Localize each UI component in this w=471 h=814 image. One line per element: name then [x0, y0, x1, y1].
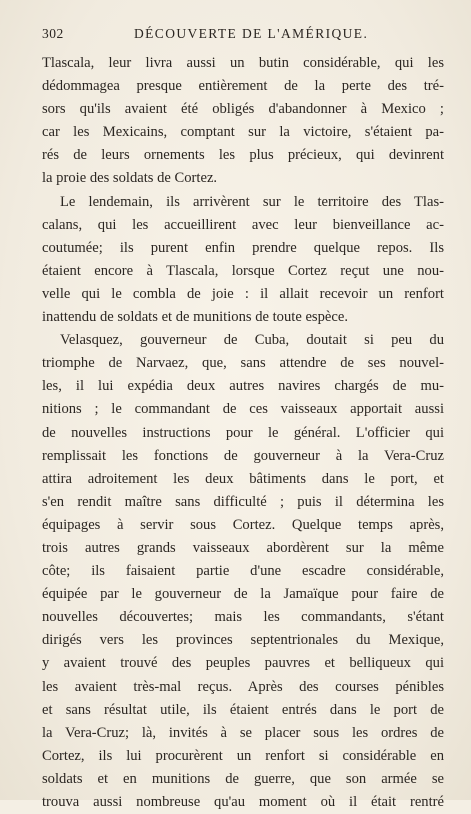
text-line: dédommagea presque entièrement de la perte des tré- [42, 78, 444, 95]
page-number: 302 [42, 26, 64, 41]
text-line: les, il lui expédia deux autres navires chargés de mu- [42, 378, 444, 395]
text-line: trois autres grands vaisseaux abordèrent sur la même [42, 539, 444, 556]
text-line: coutumée; ils purent enfin prendre quelque repos. Ils [42, 239, 444, 256]
body-text [42, 52, 444, 814]
text-line: y avaient trouvé des peuples pauvres et belliqueux qui [42, 655, 444, 672]
text-line: inattendu de soldats et de munitions de toute espèce. [42, 309, 348, 326]
text-line: Le lendemain, ils arrivèrent sur le territoire des Tlas- [60, 193, 444, 210]
text-line: soldats et en munitions de guerre, que son armée se [42, 770, 444, 787]
text-line: étaient encore à Tlascala, lorsque Cortez reçut une nou- [42, 262, 444, 279]
text-line: Velasquez, gouverneur de Cuba, doutait si peu du [60, 332, 444, 349]
running-title: DÉCOUVERTE DE L'AMÉRIQUE. [134, 26, 369, 41]
text-line: dirigés vers les provinces septentrionales du Mexique, [42, 632, 444, 649]
text-line: les avaient très-mal reçus. Après des courses pénibles [42, 678, 444, 695]
text-line: côte; ils faisaient partie d'une escadre considérable, [42, 563, 444, 580]
text-line: attira adroitement les deux bâtiments dans le port, et [42, 470, 444, 487]
text-line: trouva aussi nombreuse qu'au moment où il était rentré [42, 794, 444, 810]
text-line: remplissait les fonctions de gouverneur à la Vera-Cruz [42, 447, 444, 464]
text-line: car les Mexicains, comptant sur la victoire, s'étaient pa- [42, 124, 444, 141]
text-line: Cortez, ils lui procurèrent un renfort si considérable en [42, 747, 444, 764]
text-line: calans, qui les accueillirent avec leur bienveillance ac- [42, 216, 444, 233]
text-line: équipages à servir sous Cortez. Quelque temps après, [42, 516, 444, 533]
text-line: Tlascala, leur livra aussi un butin considérable, qui les [42, 55, 444, 71]
text-line: rés de leurs ornements les plus précieux, qui devinrent [42, 147, 444, 164]
text-line: la proie des soldats de Cortez. [42, 170, 218, 187]
text-line: nitions ; le commandant de ces vaisseaux apportait aussi [42, 401, 444, 418]
text-line: velle qui le combla de joie : il allait recevoir un renfort [42, 285, 444, 302]
running-head [42, 26, 437, 46]
text-line: la Vera-Cruz; là, invités à se placer sous les ordres de [42, 724, 444, 741]
text-line: de nouvelles instructions pour le général. L'officier qui [42, 424, 444, 441]
text-line: sors qu'ils avaient été obligés d'abandonner à Mexico ; [42, 101, 444, 118]
text-line: nouvelles découvertes; mais les commandants, s'étant [42, 609, 444, 626]
text-line: équipée par le gouverneur de la Jamaïque pour faire de [42, 586, 444, 603]
text-line: et sans résultat utile, ils étaient entrés dans le port de [42, 701, 444, 718]
text-line: triomphe de Narvaez, que, sans attendre de ses nouvel- [42, 355, 444, 372]
text-line: s'en rendit maître sans difficulté ; puis il détermina les [42, 493, 444, 510]
